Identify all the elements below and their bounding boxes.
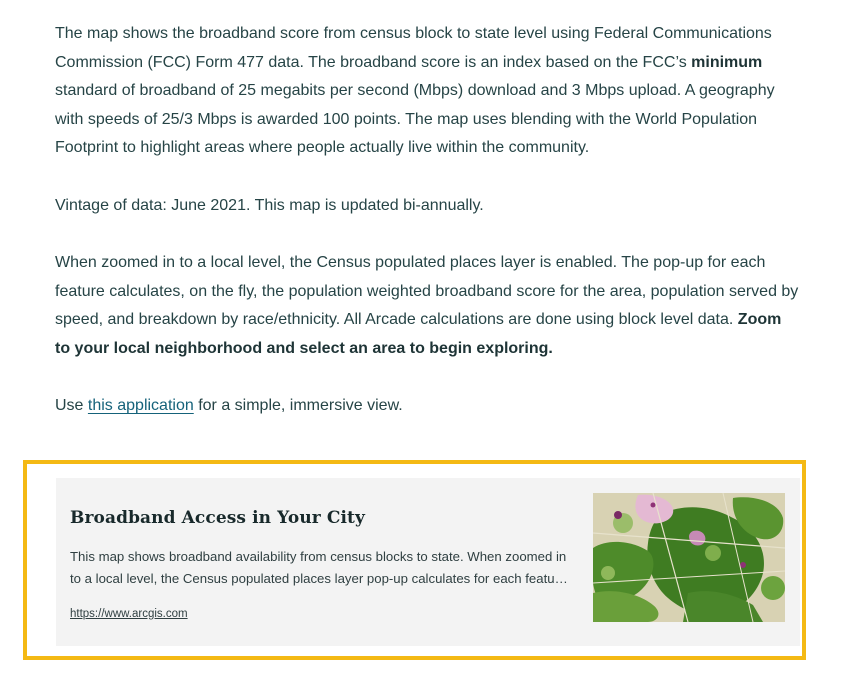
zoom-paragraph bbox=[55, 249, 800, 363]
description-emphasis: minimum bbox=[691, 53, 763, 71]
card-url-link[interactable]: https://www.arcgis.com bbox=[70, 608, 188, 620]
this-application-link[interactable]: this application bbox=[87, 397, 194, 414]
zoom-callout: Zoom to your local neighborhood and select an area to begin exploring. bbox=[55, 311, 782, 357]
card-description-line-2: to a local level, the Census populated places layer pop-up calculates for each featu… bbox=[70, 571, 568, 586]
map-thumbnail[interactable] bbox=[593, 493, 785, 622]
article-body bbox=[55, 20, 800, 450]
zoom-text: When zoomed in to a local level, the Census populated places layer is enabled. The pop-up for each feature calculates, on the fly, the population weighted broadband score for the area, population served by speed, and breakdown by race/ethnicity. All Arcade calculations are done using block level data. bbox=[55, 254, 799, 328]
application-paragraph bbox=[55, 392, 800, 421]
card-title[interactable]: Broadband Access in Your City bbox=[70, 508, 365, 528]
description-text: The map shows the broadband score from census block to state level using Federal Communications Commission (FCC) Form 477 data. The broadband score is an index based on the FCC’s bbox=[55, 25, 772, 71]
link-preview-card[interactable] bbox=[56, 478, 800, 646]
card-description bbox=[70, 546, 578, 590]
vintage-paragraph bbox=[55, 192, 800, 221]
description-paragraph bbox=[55, 20, 800, 163]
vintage-text: Vintage of data: June 2021. This map is updated bi-annually. bbox=[55, 196, 484, 214]
card-description-line-1: This map shows broadband availability from census blocks to state. When zoomed in bbox=[70, 549, 567, 564]
map-thumbnail-image bbox=[593, 493, 785, 622]
application-text-prefix: Use bbox=[55, 397, 88, 414]
application-text-suffix: for a simple, immersive view. bbox=[193, 397, 403, 414]
description-text-continued: standard of broadband of 25 megabits per second (Mbps) download and 3 Mbps upload. A geography with speeds of 25/3 Mbps is awarded 100 points. The map uses blending with the World Population Footprint to highlight areas where people actually live within the community. bbox=[55, 82, 775, 156]
